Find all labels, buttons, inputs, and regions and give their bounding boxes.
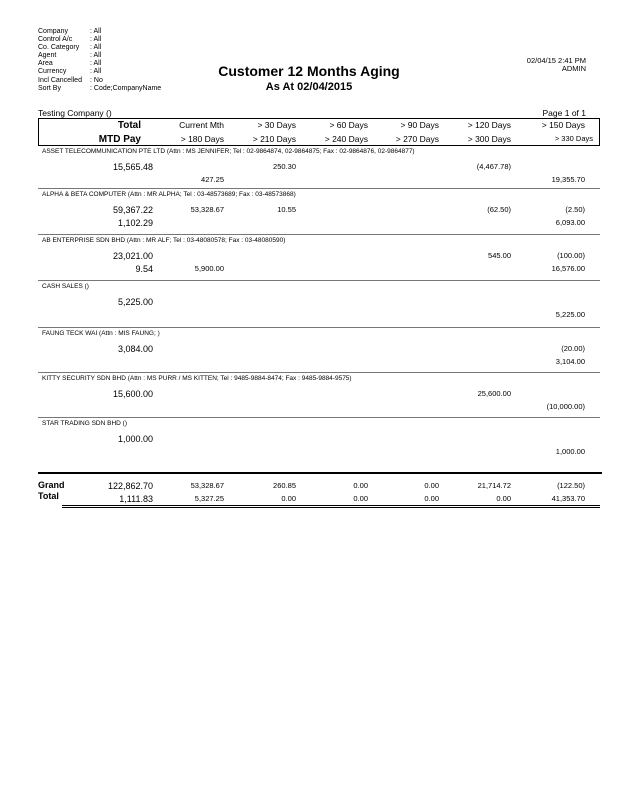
report-subtitle: As At 02/04/2015 <box>265 81 353 93</box>
grand-value: (122.50) <box>557 481 585 490</box>
header-col-2: Current Mth <box>179 120 224 130</box>
grand-value: 41,353.70 <box>551 494 585 503</box>
customer-name: CASH SALES () <box>42 283 89 290</box>
grand-value: 0.00 <box>424 481 439 490</box>
filter-value: : All <box>90 44 102 52</box>
report-title: Customer 12 Months Aging <box>218 63 400 79</box>
grand-value: 0.00 <box>281 494 296 503</box>
aging-value: 5,225.00 <box>117 297 153 307</box>
aging-value: (10,000.00) <box>546 402 585 411</box>
grand-total-bottom-rule <box>62 505 600 506</box>
grand-label: Total <box>38 491 59 501</box>
filter-label: Currency <box>38 68 67 76</box>
header-col2-7: > 330 Days <box>554 134 593 143</box>
aging-value: 15,600.00 <box>112 389 153 399</box>
grand-value: 0.00 <box>353 494 368 503</box>
aging-value: 9.54 <box>135 264 153 274</box>
grand-total-top-rule <box>38 472 602 474</box>
grand-value: 1,111.83 <box>119 494 153 504</box>
filter-label: Company <box>38 28 68 35</box>
filter-label: Control A/c <box>38 36 73 44</box>
aging-value: (20.00) <box>561 344 585 353</box>
aging-value: 59,367.22 <box>112 205 153 215</box>
filter-value: : All <box>90 28 102 35</box>
row-divider <box>38 188 600 189</box>
aging-value: 19,355.70 <box>551 175 585 184</box>
header-col2-4: > 240 Days <box>324 134 368 144</box>
customer-name: AB ENTERPRISE SDN BHD (Attn : MR ALF; Tel : 03-48080578; Fax : 03-48080590) <box>42 237 286 244</box>
customer-name: STAR TRADING SDN BHD () <box>42 420 127 427</box>
print-datetime: 02/04/15 2:41 PM <box>526 56 586 65</box>
grand-value: 260.85 <box>273 481 296 490</box>
filter-value: : All <box>90 68 102 76</box>
grand-value: 21,714.72 <box>477 481 511 490</box>
aging-value: 3,104.00 <box>555 357 585 366</box>
aging-value: 1,000.00 <box>117 434 153 444</box>
aging-value: 3,084.00 <box>117 344 153 354</box>
filter-value: : All <box>90 52 102 60</box>
aging-value: (4,467.78) <box>476 162 511 171</box>
aging-value: 250.30 <box>273 162 296 171</box>
header-col2-1: MTD Pay <box>98 134 141 145</box>
header-col2-5: > 270 Days <box>395 134 439 144</box>
aging-value: 427.25 <box>201 175 224 184</box>
company-name: Testing Company () <box>38 108 112 118</box>
header-col2-6: > 300 Days <box>467 134 511 144</box>
aging-value: (100.00) <box>557 251 585 260</box>
aging-value: 23,021.00 <box>112 251 153 261</box>
filter-row <box>38 36 161 44</box>
filter-label: Agent <box>38 52 57 60</box>
grand-value: 0.00 <box>496 494 511 503</box>
filter-value: : No <box>90 76 103 84</box>
filter-value: : All <box>90 60 102 68</box>
header-col-5: > 90 Days <box>400 120 439 130</box>
filter-label: Area <box>38 60 53 68</box>
filter-value: : Code;CompanyName <box>90 84 162 92</box>
grand-total-bottom-rule <box>62 507 600 508</box>
header-col-7: > 150 Days <box>541 120 585 130</box>
row-divider <box>38 234 600 235</box>
grand-value: 0.00 <box>353 481 368 490</box>
aging-value: 5,900.00 <box>194 264 224 273</box>
grand-label: Grand <box>38 480 65 490</box>
grand-value: 53,328.67 <box>190 481 224 490</box>
customer-name: ALPHA & BETA COMPUTER (Attn : MR ALPHA; Tel : 03-48573689; Fax : 03-48573868) <box>42 191 296 198</box>
aging-value: 10.55 <box>277 205 296 214</box>
filter-value: : All <box>90 36 102 44</box>
aging-value: 1,102.29 <box>117 218 153 228</box>
page-number: Page 1 of 1 <box>542 108 586 118</box>
grand-value: 0.00 <box>424 494 439 503</box>
aging-value: 15,565.48 <box>112 162 153 172</box>
grand-value: 5,327.25 <box>194 494 224 503</box>
aging-value: (62.50) <box>487 205 511 214</box>
aging-value: 6,093.00 <box>555 218 585 227</box>
row-divider <box>38 372 600 373</box>
aging-value: 1,000.00 <box>555 447 585 456</box>
row-divider <box>38 280 600 281</box>
aging-value: 545.00 <box>488 251 511 260</box>
row-divider <box>38 417 600 418</box>
filter-label: Sort By <box>38 84 61 92</box>
header-col-1: Total <box>117 120 141 131</box>
print-user: ADMIN <box>561 64 586 73</box>
customer-name: ASSET TELECOMMUNICATION PTE LTD (Attn : MS JENNIFER; Tel : 02-9864874, 02-9864875; Fax : 02-9864876, 02-9864877) <box>42 148 415 155</box>
header-col-6: > 120 Days <box>467 120 511 130</box>
row-divider <box>38 327 600 328</box>
filter-row <box>38 52 161 60</box>
customer-name: FAUNG TECK WAI (Attn : MIS FAUNG; ) <box>42 330 160 337</box>
filter-label: Co. Category <box>38 44 80 52</box>
aging-value: (2.50) <box>565 205 585 214</box>
filter-row <box>38 28 161 36</box>
header-col2-3: > 210 Days <box>252 134 296 144</box>
filter-label: Incl Cancelled <box>38 76 82 84</box>
aging-value: 25,600.00 <box>477 389 511 398</box>
header-col2-2: > 180 Days <box>180 134 224 144</box>
aging-value: 5,225.00 <box>555 310 585 319</box>
filter-row <box>38 44 161 52</box>
header-col-4: > 60 Days <box>329 120 368 130</box>
header-col-3: > 30 Days <box>257 120 296 130</box>
customer-name: KITTY SECURITY SDN BHD (Attn : MS PURR / MS KITTEN; Tel : 9485-9884-8474; Fax : 9485-9884-9575) <box>42 375 352 382</box>
grand-value: 122,862.70 <box>107 481 153 491</box>
aging-value: 53,328.67 <box>190 205 224 214</box>
aging-value: 16,576.00 <box>551 264 585 273</box>
